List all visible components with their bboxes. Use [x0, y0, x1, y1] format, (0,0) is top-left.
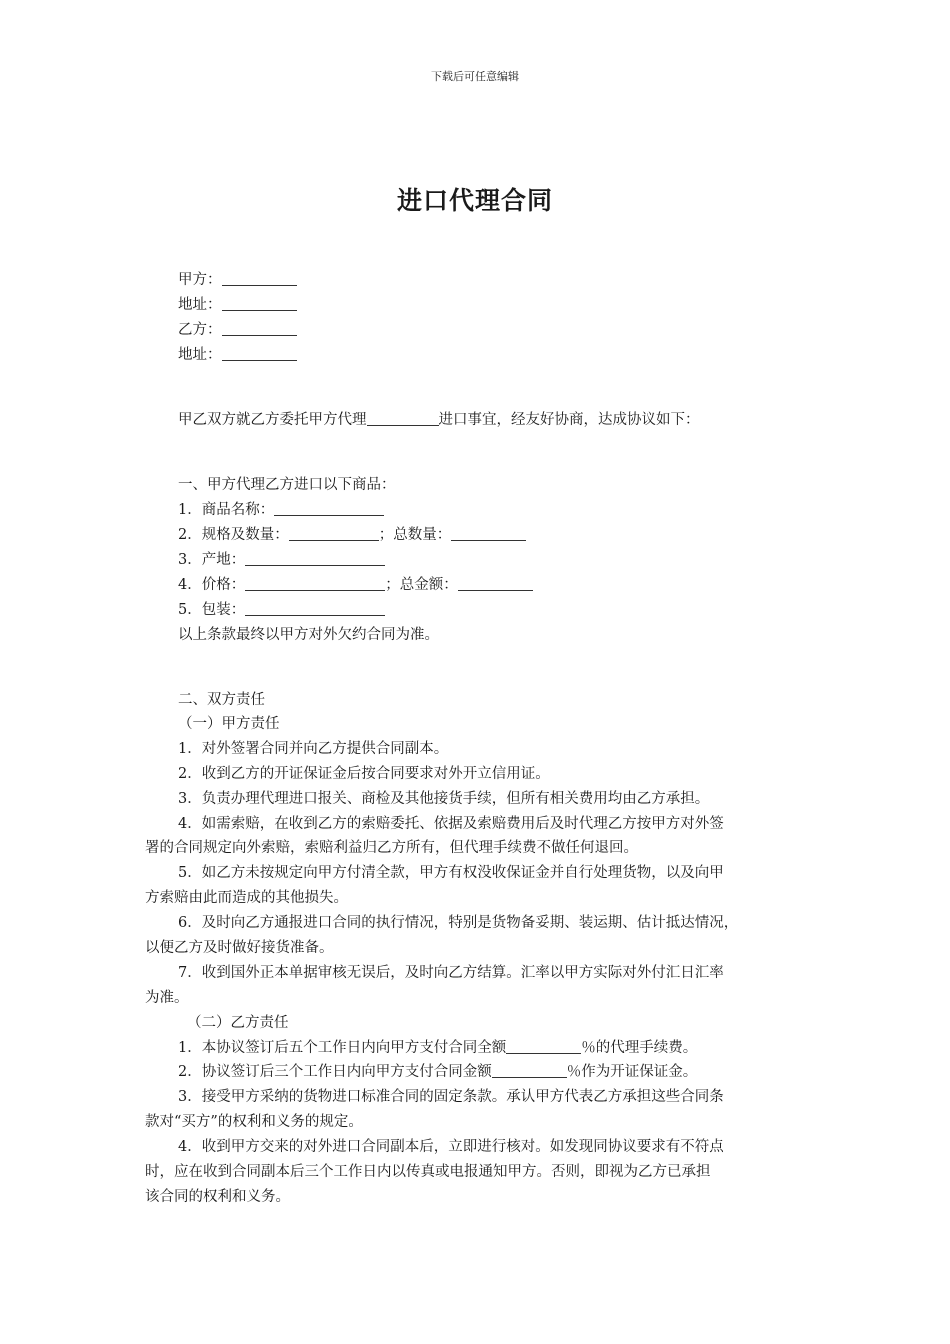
duty-b4-line1: 4．收到甲方交来的对外进口合同副本后，立即进行核对。如发现同协议要求有不符点: [178, 1139, 724, 1155]
party-a-label: 甲方：: [178, 272, 222, 288]
packing-line: [178, 600, 385, 620]
duty-a7-line2: 为准。: [145, 990, 189, 1006]
price-blank[interactable]: [245, 576, 385, 591]
spec-line: [178, 525, 526, 545]
intro-paragraph: [178, 410, 700, 430]
duty-b2-after: ％作为开证保证金。: [566, 1064, 698, 1080]
deposit-percent-blank[interactable]: [492, 1063, 567, 1078]
duty-b3-line2: 款对“买方”的权利和义务的规定。: [145, 1114, 363, 1130]
section2-heading: 二、双方责任: [178, 692, 265, 708]
party-b-blank[interactable]: [222, 321, 297, 336]
address-a-line: [178, 295, 297, 315]
duty-a6-line2: 以便乙方及时做好接货准备。: [145, 940, 334, 956]
address-a-label: 地址：: [178, 297, 222, 313]
party-a-duties-heading: （一）甲方责任: [178, 716, 280, 732]
party-b-duties-heading: （二）乙方责任: [187, 1015, 289, 1031]
goods-name-blank[interactable]: [274, 501, 384, 516]
party-a-line: [178, 270, 297, 290]
origin-label: 3．产地：: [178, 552, 246, 568]
duty-b2-before: 2．协议签订后三个工作日内向甲方支付合同金额: [178, 1064, 492, 1080]
section1-heading: 一、甲方代理乙方进口以下商品：: [178, 477, 396, 493]
duty-a7-line1: 7．收到国外正本单据审核无误后，及时向乙方结算。汇率以甲方实际对外付汇日汇率: [178, 965, 724, 981]
total-qty-label: ；总数量：: [378, 527, 452, 543]
duty-a6-line1: 6．及时向乙方通报进口合同的执行情况，特别是货物备妥期、装运期、估计抵达情况，: [178, 915, 739, 931]
duty-b2: [178, 1062, 697, 1082]
packing-label: 5．包装：: [178, 602, 246, 618]
duty-a4-line1: 4．如需索赔，在收到乙方的索赔委托、依据及索赔费用后及时代理乙方按甲方对外签: [178, 816, 724, 832]
address-b-label: 地址：: [178, 347, 222, 363]
party-b-label: 乙方：: [178, 322, 222, 338]
intro-text-after: 进口事宜，经友好协商，达成协议如下：: [438, 412, 700, 428]
duty-b1-after: ％的代理手续费。: [581, 1040, 698, 1056]
duty-b4-line2: 时，应在收到合同副本后三个工作日内以传真或电报通知甲方。否则，即视为乙方已承担: [145, 1164, 711, 1180]
section1-note: 以上条款最终以甲方对外欠约合同为准。: [178, 627, 439, 643]
packing-blank[interactable]: [245, 601, 385, 616]
address-b-line: [178, 345, 297, 365]
address-a-blank[interactable]: [222, 296, 297, 311]
agency-item-blank[interactable]: [367, 411, 439, 426]
price-line: [178, 575, 533, 595]
goods-name-line: [178, 500, 384, 520]
document-title: 进口代理合同: [396, 186, 553, 215]
duty-a5-line1: 5．如乙方未按规定向甲方付清全款，甲方有权没收保证金并自行处理货物，以及向甲: [178, 865, 724, 881]
duty-b1-before: 1．本协议签订后五个工作日内向甲方支付合同全额: [178, 1040, 507, 1056]
duty-a5-line2: 方索赔由此而造成的其他损失。: [145, 890, 348, 906]
party-b-line: [178, 320, 297, 340]
header-note: 下载后可任意编辑: [431, 70, 519, 83]
intro-text-before: 甲乙双方就乙方委托甲方代理: [178, 412, 367, 428]
spec-label: 2．规格及数量：: [178, 527, 289, 543]
duty-a1: 1．对外签署合同并向乙方提供合同副本。: [178, 741, 449, 757]
party-a-blank[interactable]: [222, 271, 297, 286]
duty-b4-line3: 该合同的权利和义务。: [145, 1189, 290, 1205]
address-b-blank[interactable]: [222, 346, 297, 361]
duty-a3: 3．负责办理代理进口报关、商检及其他接货手续，但所有相关费用均由乙方承担。: [178, 791, 710, 807]
origin-line: [178, 550, 385, 570]
duty-a4-line2: 署的合同规定向外索赔，索赔利益归乙方所有，但代理手续费不做任何退回。: [145, 840, 638, 856]
fee-percent-blank[interactable]: [506, 1039, 581, 1054]
duty-b1: [178, 1038, 697, 1058]
total-qty-blank[interactable]: [451, 526, 526, 541]
spec-blank[interactable]: [289, 526, 379, 541]
total-amount-label: ；总金额：: [385, 577, 458, 593]
goods-name-label: 1．商品名称：: [178, 502, 275, 518]
origin-blank[interactable]: [245, 551, 385, 566]
price-label: 4．价格：: [178, 577, 246, 593]
duty-b3-line1: 3．接受甲方采纳的货物进口标准合同的固定条款。承认甲方代表乙方承担这些合同条: [178, 1089, 724, 1105]
total-amount-blank[interactable]: [458, 576, 533, 591]
duty-a2: 2．收到乙方的开证保证金后按合同要求对外开立信用证。: [178, 766, 550, 782]
